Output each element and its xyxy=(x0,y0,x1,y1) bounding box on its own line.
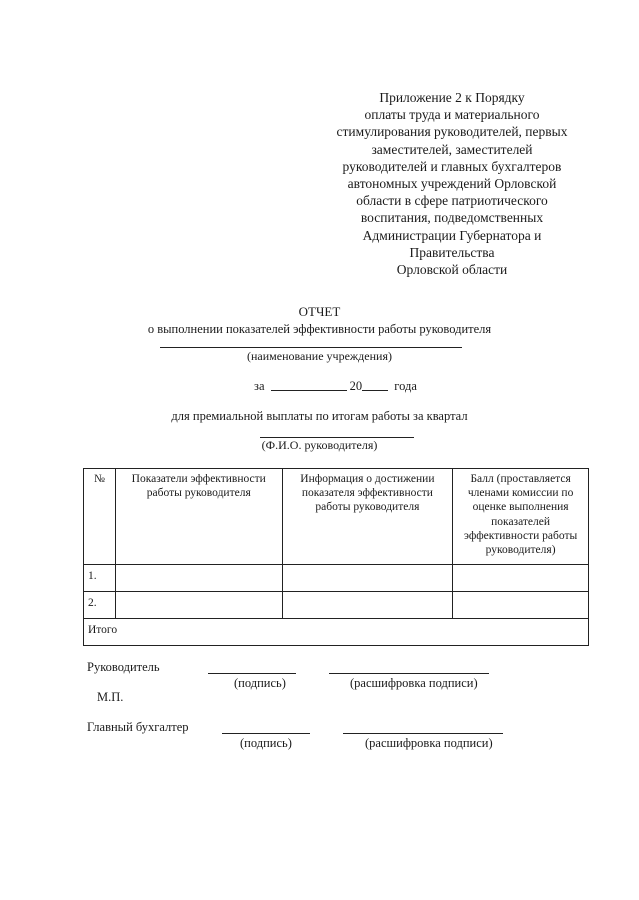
head-decoding-line xyxy=(329,673,489,674)
table-row xyxy=(84,592,589,619)
appendix-line: Приложение 2 к Порядку xyxy=(379,90,525,105)
accountant-signature-line xyxy=(222,733,310,734)
accountant-signature-caption: (подпись) xyxy=(240,736,292,750)
row-number: 2. xyxy=(84,592,116,619)
accountant-label: Главный бухгалтер xyxy=(87,720,189,734)
period-prefix: за xyxy=(254,379,265,393)
appendix-line: Администрации Губернатора и xyxy=(362,227,542,243)
period-line xyxy=(254,379,417,394)
header-score: Балл (проставляется членами комиссии по оценке выполнения показателей эффективности работы руководителя) xyxy=(453,469,589,565)
table-cell xyxy=(282,592,453,619)
appendix-line: воспитания, подведомственных xyxy=(360,210,544,226)
appendix-line: Орловской области xyxy=(396,262,508,278)
appendix-line: Правительства xyxy=(409,244,495,260)
report-title: ОТЧЕТ xyxy=(298,304,341,319)
period-year-prefix: 20 xyxy=(349,379,363,393)
head-signature-caption: (подпись) xyxy=(234,676,286,690)
appendix-line: стимулирования руководителей, первых xyxy=(336,124,568,140)
institution-caption: (наименование учреждения) xyxy=(247,349,392,363)
header-number: № xyxy=(84,469,116,565)
accountant-decoding-caption: (расшифровка подписи) xyxy=(365,736,493,750)
table-cell xyxy=(282,565,453,592)
appendix-line: оплаты труда и материального xyxy=(364,107,540,123)
table-cell xyxy=(453,592,589,619)
appendix-line: заместителей, заместителей xyxy=(371,141,533,157)
table-cell xyxy=(115,592,282,619)
accountant-decoding-line xyxy=(343,733,503,734)
header-achievement-info: Информация о достижении показателя эффективности работы руководителя xyxy=(282,469,453,565)
year-fill-line xyxy=(362,390,388,391)
header-indicators: Показатели эффективности работы руководителя xyxy=(115,469,282,565)
period-fill-line xyxy=(271,390,347,391)
total-label: Итого xyxy=(84,619,589,646)
table-cell xyxy=(453,565,589,592)
appendix-header xyxy=(318,89,586,278)
stamp-label: М.П. xyxy=(97,690,124,704)
table-row xyxy=(84,565,589,592)
appendix-line: автономных учреждений Орловской xyxy=(347,176,557,192)
appendix-line: области в сфере патриотического xyxy=(356,193,548,209)
efficiency-table xyxy=(83,468,589,646)
head-signature-line xyxy=(208,673,296,674)
period-suffix: года xyxy=(394,379,417,393)
appendix-line: руководителей и главных бухгалтеров xyxy=(342,158,562,174)
head-label: Руководитель xyxy=(87,660,160,674)
fio-caption: (Ф.И.О. руководителя) xyxy=(261,438,378,452)
head-decoding-caption: (расшифровка подписи) xyxy=(350,676,478,690)
purpose-text: для премиальной выплаты по итогам работы за квартал xyxy=(171,409,468,423)
table-header-row xyxy=(84,469,589,565)
table-cell xyxy=(115,565,282,592)
table-total-row xyxy=(84,619,589,646)
row-number: 1. xyxy=(84,565,116,592)
report-subtitle: о выполнении показателей эффективности работы руководителя xyxy=(147,322,492,336)
institution-fill-line xyxy=(160,347,462,348)
